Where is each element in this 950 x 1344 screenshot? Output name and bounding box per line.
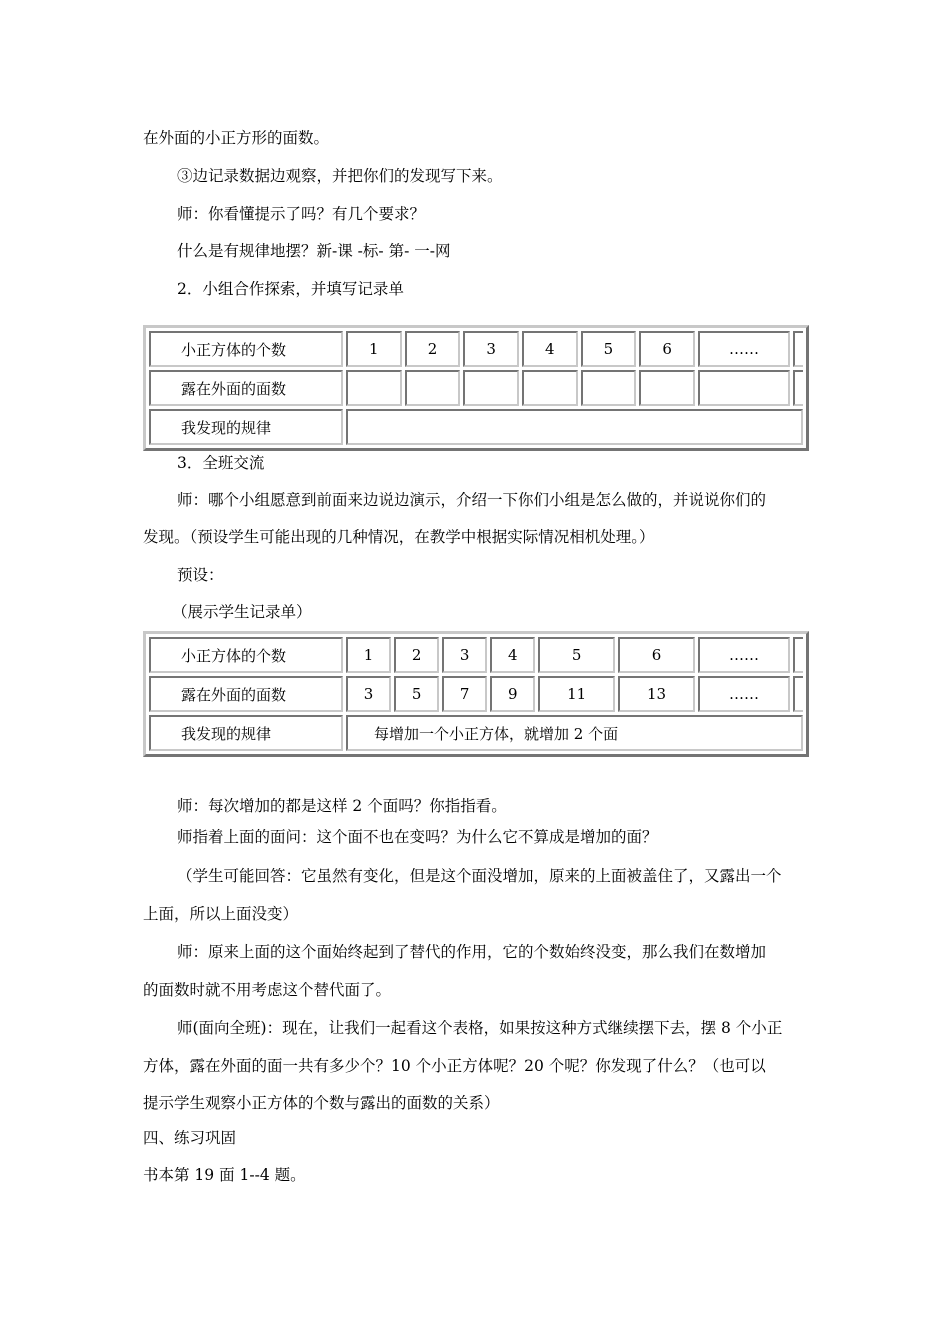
- text-line: 3．全班交流: [177, 454, 265, 472]
- table-cell: 3: [463, 331, 519, 367]
- table-row: [149, 409, 803, 445]
- table-cell: 9: [490, 676, 535, 712]
- table-cell: 4: [490, 637, 535, 673]
- text-line: （展示学生记录单）: [172, 603, 312, 621]
- text-line: 师：哪个小组愿意到前面来边说边演示，介绍一下你们小组是怎么做的，并说说你们的: [177, 491, 767, 509]
- text-line: 师：每次增加的都是这样 2 个面吗？你指指看。: [177, 797, 507, 815]
- table-cell: 1: [346, 637, 391, 673]
- table-cell: [463, 370, 519, 406]
- row-label: 露在外面的面数: [149, 676, 343, 712]
- text-line: 预设：: [177, 566, 224, 584]
- table-cell: [793, 676, 803, 712]
- table-cell: 6: [639, 331, 695, 367]
- table-cell: ……: [698, 331, 790, 367]
- table-cell: 5: [538, 637, 615, 673]
- table-cell: ……: [698, 637, 790, 673]
- text-line: 什么是有规律地摆？新-课 -标- 第- 一-网: [177, 242, 451, 260]
- table-cell: ……: [698, 676, 790, 712]
- text-line: 的面数时就不用考虑这个替代面了。: [143, 981, 392, 999]
- text-line: 发现。（预设学生可能出现的几种情况，在教学中根据实际情况相机处理。）: [143, 528, 655, 546]
- table-cell: 2: [394, 637, 439, 673]
- table-cell: [793, 370, 803, 406]
- table-cell: 2: [405, 331, 461, 367]
- table-cell: 1: [346, 331, 402, 367]
- text-line: 师：你看懂提示了吗？有几个要求？: [177, 205, 426, 223]
- row-label: 我发现的规律: [149, 409, 343, 445]
- table-cell: 13: [618, 676, 695, 712]
- record-table-blank: [143, 325, 809, 451]
- record-table-filled: [143, 631, 809, 757]
- text-line: 2．小组合作探索，并填写记录单: [177, 280, 404, 298]
- text-line: 师：原来上面的这个面始终起到了替代的作用，它的个数始终没变，那么我们在数增加: [177, 943, 767, 961]
- row-label: 我发现的规律: [149, 715, 343, 751]
- table-cell: 5: [394, 676, 439, 712]
- row-label: 小正方体的个数: [149, 331, 343, 367]
- table-cell: 3: [442, 637, 487, 673]
- text-line: 师指着上面的面问：这个面不也在变吗？为什么它不算成是增加的面？: [177, 828, 658, 846]
- text-line: 师(面向全班)：现在，让我们一起看这个表格，如果按这种方式继续摆下去，摆 8 个小正: [177, 1019, 783, 1037]
- table-row: [149, 676, 803, 712]
- table-cell: [793, 331, 803, 367]
- table-cell: 11: [538, 676, 615, 712]
- rule-cell: [346, 409, 803, 445]
- row-label: 小正方体的个数: [149, 637, 343, 673]
- table-cell: [639, 370, 695, 406]
- text-line: 方体，露在外面的面一共有多少个？10 个小正方体呢？20 个呢？你发现了什么？（也可以: [143, 1057, 766, 1075]
- table-cell: [793, 637, 803, 673]
- table-cell: [405, 370, 461, 406]
- table-cell: [698, 370, 790, 406]
- table-row: [149, 637, 803, 673]
- table-cell: [581, 370, 637, 406]
- table-cell: 5: [581, 331, 637, 367]
- row-label: 露在外面的面数: [149, 370, 343, 406]
- text-line: （学生可能回答：它虽然有变化，但是这个面没增加，原来的上面被盖住了，又露出一个: [177, 867, 782, 885]
- table-cell: 7: [442, 676, 487, 712]
- table-row: [149, 370, 803, 406]
- table-cell: [346, 370, 402, 406]
- table-row: [149, 331, 803, 367]
- table-cell: 6: [618, 637, 695, 673]
- rule-cell: 每增加一个小正方体，就增加 2 个面: [346, 715, 803, 751]
- table-cell: 4: [522, 331, 578, 367]
- text-line: 书本第 19 面 1--4 题。: [143, 1166, 306, 1184]
- text-line: 提示学生观察小正方体的个数与露出的面数的关系）: [143, 1094, 500, 1112]
- text-line: 上面，所以上面没变）: [143, 905, 299, 923]
- table-cell: [522, 370, 578, 406]
- text-line: ③边记录数据边观察，并把你们的发现写下来。: [177, 167, 503, 185]
- table-row: [149, 715, 803, 751]
- text-line: 四、练习巩固: [143, 1129, 237, 1147]
- text-line: 在外面的小正方形的面数。: [143, 129, 330, 147]
- table-cell: 3: [346, 676, 391, 712]
